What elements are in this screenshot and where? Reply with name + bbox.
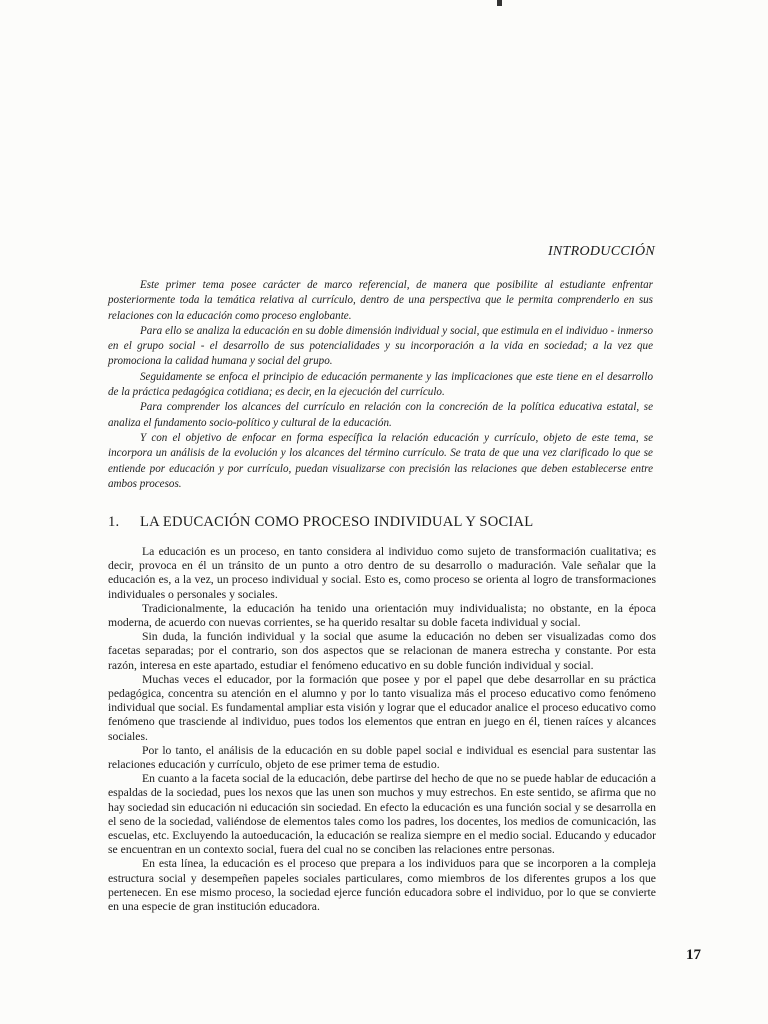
- section-body: [108, 545, 656, 914]
- introduction-text: [108, 278, 653, 492]
- introduction-title: INTRODUCCIÓN: [547, 244, 655, 259]
- body-paragraph: Muchas veces el educador, por la formación que posee y por el papel que debe desarrollar en su práctica pedagógica, concentra su atención en el alumno y por lo tanto visualiza más el proceso educativo como fenómeno individual que social. Es fundamental ampliar esta visión y lograr que el educador analice el proceso educativo como fenómeno que trasciende al individuo, pues todos los elementos que entran en juego en él, tienen raíces y alcances sociales.: [108, 672, 656, 743]
- body-paragraph: Tradicionalmente, la educación ha tenido una orientación muy individualista; no obstante, en la época moderna, de acuerdo con nuevas corrientes, se ha querido resaltar su doble faceta individual y social.: [108, 601, 656, 630]
- body-paragraph: En esta línea, la educación es el proceso que prepara a los individuos para que se incorporen a la compleja estructura social y desempeñen papeles sociales particulares, como miembros de los diferentes grupos a los que pertenecen. En ese mismo proceso, la sociedad ejerce función educadora sobre el individuo, por lo que se convierte en una especie de gran institución educadora.: [108, 857, 656, 914]
- page-number: 17: [686, 947, 701, 963]
- introduction-paragraph: Seguidamente se enfoca el principio de educación permanente y las implicaciones que este tiene en el desarrollo de la práctica pedagógica cotidiana; es decir, en la ejecución del currículo.: [108, 370, 653, 399]
- introduction-paragraph: Para comprender los alcances del currículo en relación con la concreción de la política educativa estatal, se analiza el fundamento socio-político y cultural de la educación.: [108, 401, 653, 429]
- section-heading: [108, 514, 533, 531]
- introduction-paragraph: Para ello se analiza la educación en su doble dimensión individual y social, que estimula en el individuo - inmerso en el grupo social - el desarrollo de sus potencialidades y su incorporación a la vida en sociedad; a la vez que promociona la calidad humana y social del grupo.: [108, 324, 653, 368]
- body-paragraph: Sin duda, la función individual y la social que asume la educación no deben ser visualizadas como dos facetas separadas; por el contrario, son dos aspectos que se relacionan de manera estrecha y constante. Por esta razón, interesa en este apartado, estudiar el fenómeno educativo en su doble función individual y social.: [108, 630, 656, 672]
- body-paragraph: La educación es un proceso, en tanto considera al individuo como sujeto de transformación cualitativa; es decir, provoca en él un tránsito de un punto a otro dentro de su desarrollo o maduración. Vale señalar que la educación es, a la vez, un proceso individual y social. Esto es, como proceso se orienta al logro de transformaciones individuales o personales y sociales.: [108, 545, 656, 601]
- introduction-paragraph: Y con el objetivo de enfocar en forma específica la relación educación y currículo, objeto de este tema, se incorpora un análisis de la evolución y los alcances del término currículo. Se trata de que una vez clarificado lo que se entiende por educación y por currículo, puedan visualizarse con precisión las relaciones que deben establecerse entre ambos procesos.: [108, 431, 653, 490]
- body-paragraph: Por lo tanto, el análisis de la educación en su doble papel social e individual es esencial para sustentar las relaciones educación y currículo, objeto de ese primer tema de estudio.: [108, 743, 656, 772]
- section-title: LA EDUCACIÓN COMO PROCESO INDIVIDUAL Y SOCIAL: [140, 514, 534, 530]
- top-edge-mark: [497, 0, 502, 6]
- introduction-paragraph: Este primer tema posee carácter de marco referencial, de manera que posibilite al estudiante enfrentar posteriormente toda la temática relativa al currículo, dentro de una perspectiva que le permita comprenderlo en sus relaciones con la educación como proceso englobante.: [108, 279, 653, 322]
- body-paragraph: En cuanto a la faceta social de la educación, debe partirse del hecho de que no se puede hablar de educación a espaldas de la sociedad, pues los nexos que las unen son muchos y muy estrechos. En este sentido, se afirma que no hay sociedad sin educación ni educación sin sociedad. En efecto la educación es una función social y se desarrolla en el seno de la sociedad, valiéndose de elementos tales como los padres, los docentes, los medios de comunicación, las escuelas, etc. Excluyendo la autoeducación, la educación se realiza siempre en el medio social. Educando y educador se encuentran en un contexto social, fuera del cual no se conciben las relaciones entre personas.: [108, 772, 656, 857]
- section-number: 1.: [108, 514, 120, 530]
